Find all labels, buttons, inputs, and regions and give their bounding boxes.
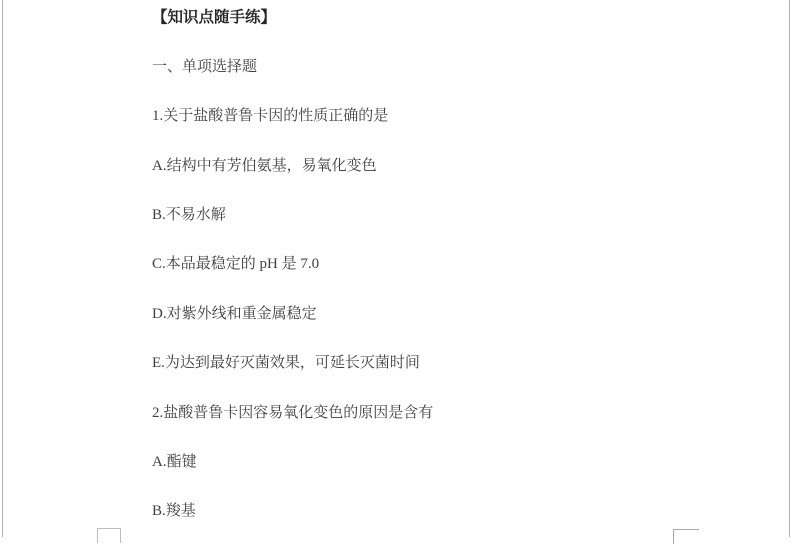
question-1-option-b: B.不易水解	[152, 207, 226, 224]
question-2-option-a: A.酯键	[152, 454, 197, 471]
page-title: 【知识点随手练】	[152, 8, 277, 26]
question-2-option-b: B.羧基	[152, 503, 196, 520]
question-1-option-d: D.对紫外线和重金属稳定	[152, 305, 317, 322]
question-1-option-c: C.本品最稳定的 pH 是 7.0	[152, 256, 320, 273]
question-1-option-a: A.结构中有芳伯氨基，易氧化变色	[152, 157, 377, 174]
document-page	[2, 0, 790, 537]
question-2-stem: 2.盐酸普鲁卡因容易氧化变色的原因是含有	[152, 404, 434, 421]
section-title: 一、单项选择题	[152, 58, 258, 75]
question-1-option-e: E.为达到最好灭菌效果，可延长灭菌时间	[152, 355, 420, 372]
question-1-stem: 1.关于盐酸普鲁卡因的性质正确的是	[152, 108, 389, 125]
partial-table-cell-left	[97, 528, 121, 543]
